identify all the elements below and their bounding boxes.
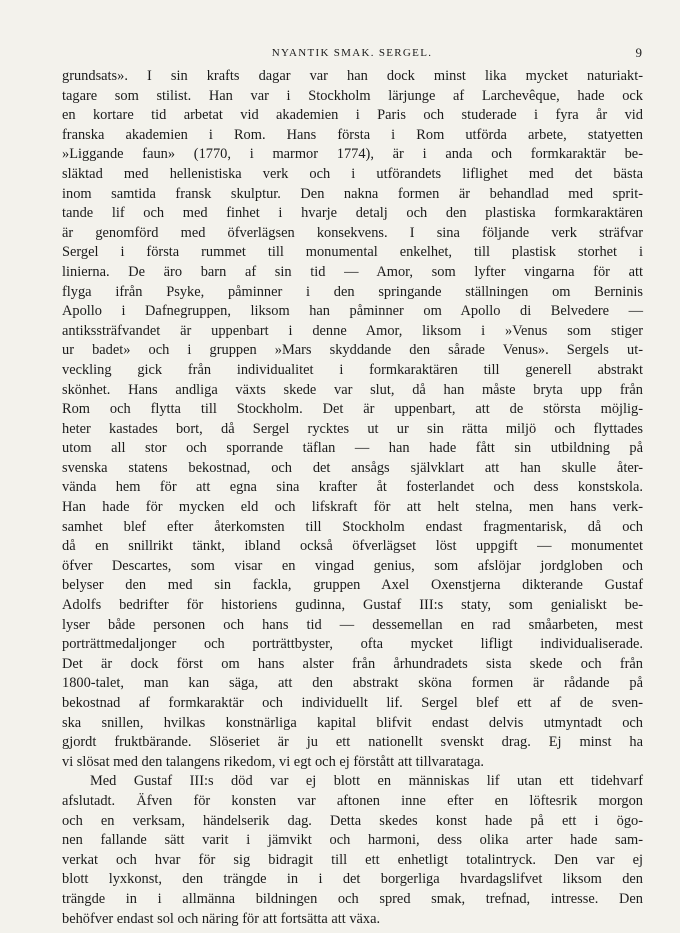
text-line: veckling gick från individualitet i formkaraktären till generell abstrakt	[62, 361, 643, 378]
text-line: 1800-talet, man kan säga, att den abstrakt sköna formen är rådande på	[62, 675, 643, 692]
text-line: bekostnad af formkaraktär och individuellt lif. Sergel blef ett af de sven-	[62, 695, 643, 711]
text-line: släktad med hellenistiska verk och i utförandets liflighet med det bästa	[62, 165, 643, 182]
text-line: Adolfs bedrifter för historiens gudinna, Gustaf III:s staty, som genialiskt be-	[62, 597, 643, 614]
text-line: vända hem för att egna sina krafter åt fosterlandet och dess konstskola.	[62, 479, 643, 496]
text-line: Med Gustaf III:s död var ej blott en människas lif utan ett tidehvarf	[90, 773, 643, 790]
text-line: trängde in i allmänna bildningen och spred smak, trefnad, intresse. Den	[62, 890, 643, 907]
text-line: nen fallande sätt varit i jämvikt och harmoni, dess olika arter hade sam-	[62, 832, 643, 849]
text-line: utom all stor och sporrande täflan — han hade fått sin utbildning på	[62, 440, 643, 457]
text-line: ska snillen, hvilkas konstnärliga kapital blifvit endast delvis utmyntadt och	[62, 714, 643, 731]
text-line: skönhet. Hans andliga växts skede var slut, då han måste bryta upp från	[62, 381, 643, 398]
text-line: ur badet» och i gruppen »Mars skyddande den sårade Venus». Sergels ut-	[62, 342, 643, 359]
text-line: afslutadt. Äfven för konsten var aftonen inne efter en löftesrik morgon	[62, 792, 643, 809]
text-line: linierna. De äro barn af sin tid — Amor, som lyfter vingarna för att	[62, 263, 643, 280]
text-line: Rom och flytta till Stockholm. Det är uppenbart, att de största möjlig-	[62, 401, 643, 418]
text-line: tande lif och med finhet i hvarje detalj och den plastiska formkaraktären	[62, 205, 643, 222]
text-line: lyser både personen och hans tid — dessemellan en rad småarbeten, mest	[62, 616, 643, 633]
text-line: en kortare tid arbetat vid akademien i Paris och studerade i fyra år vid	[62, 107, 643, 124]
text-line: samhet blef efter återkomsten till Stockholm endast fragmentarisk, då och	[62, 518, 643, 535]
text-line: vi slösat med den talangens rikedom, vi egt och ej förstått att tillvarataga.	[62, 753, 485, 770]
text-line: Han hade för mycken eld och lifskraft för att helt stelna, men hans verk-	[62, 499, 643, 516]
text-line: Apollo i Dafnegruppen, liksom han påminner om Apollo di Belvedere —	[62, 303, 643, 320]
text-line: grundsats». I sin krafts dagar var han dock minst lika mycket naturiakt-	[62, 68, 643, 84]
text-line: är genomförd med öfverlägsen konsekvens. I sina följande verk sträfvar	[62, 224, 643, 241]
text-line: och en verksam, händelserik dag. Detta skedes konst hade på ett i ögo-	[62, 812, 643, 829]
text-line: tagare som stilist. Han var i Stockholm lärjunge af Larchevêque, hade ock	[62, 87, 643, 104]
text-line: svenska statens bekostnad, och det ansågs självklart att han skulle åter-	[62, 459, 643, 476]
text-line: behöfver endast sol och näring för att fortsätta att växa.	[62, 910, 381, 927]
text-line: belyser den med sin fackla, gruppen Axel Oxenstjerna dikterande Gustaf	[62, 577, 643, 594]
text-line: gjordt fruktbärande. Slöseriet är ju ett nationellt svenskt drag. Ej minst ha	[62, 734, 643, 751]
text-line: öfver Descartes, som visar en vingad genius, som afslöjar jordgloben och	[62, 557, 643, 574]
running-head-title: NYANTIK SMAK. SERGEL.	[271, 47, 433, 59]
running-head	[62, 45, 642, 61]
body-text	[62, 67, 643, 929]
text-line: antikssträfvandet är uppenbart i denne Amor, liksom i »Venus som stiger	[62, 322, 643, 339]
text-line: inom samtida fransk skulptur. Den nakna formen är behandlad med sprit-	[62, 185, 643, 202]
text-line: flyga ifrån Psyke, påminner i den springande ställningen om Berninis	[62, 283, 643, 300]
text-line: porträttmedaljonger och porträttbyster, ofta mycket lifligt individualiserade.	[62, 636, 643, 653]
text-line: verkat och hvar för sig bidragit till ett enhetligt totalintryck. Den var ej	[62, 851, 643, 868]
text-line: heter kastades bort, då Sergel rycktes ut ur sin rätta miljö och flyttades	[62, 420, 643, 437]
text-line: blott lyxkonst, den trängde in i det borgerliga hvardagslifvet liksom den	[62, 871, 643, 888]
text-line: franska akademien i Rom. Hans första i Rom utförda arbete, statyetten	[62, 126, 643, 143]
text-line: »Liggande faun» (1770, i marmor 1774), är i anda och formkaraktär be-	[62, 146, 643, 163]
text-line: Sergel i första rummet till monumental enkelhet, till plastisk storhet i	[62, 244, 643, 261]
text-line: Det är dock först om hans alster från århundradets sista skede och från	[62, 655, 643, 672]
text-line: då en snillrikt tänkt, ibland också öfverlägset löst uppgift — monumentet	[62, 538, 643, 555]
page-number: 9	[635, 45, 642, 60]
